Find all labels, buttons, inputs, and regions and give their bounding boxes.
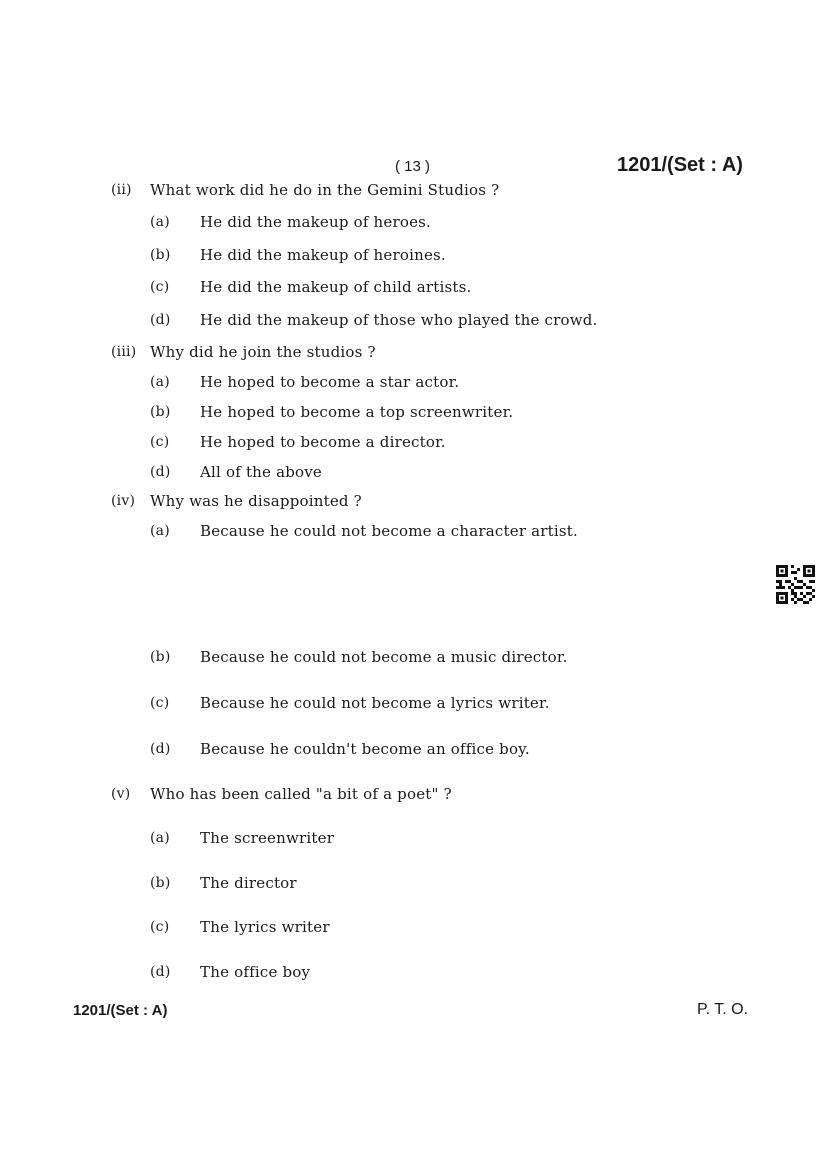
option-text: The director xyxy=(200,874,297,892)
option-text: The office boy xyxy=(200,963,311,981)
footer-set-code: 1201/(Set : A) xyxy=(73,1002,168,1019)
option-label: (c) xyxy=(150,434,170,450)
option-text: He did the makeup of heroines. xyxy=(200,246,446,264)
option-label: (a) xyxy=(150,830,170,846)
option-text: He did the makeup of heroes. xyxy=(200,213,432,231)
option-label: (d) xyxy=(150,964,171,980)
pto-label: P. T. O. xyxy=(697,1001,748,1018)
option-label: (b) xyxy=(150,404,171,420)
option-label: (d) xyxy=(150,312,171,328)
option-label: (a) xyxy=(150,214,170,230)
option-text: All of the above xyxy=(200,463,323,481)
option-text: The screenwriter xyxy=(200,829,335,847)
option-text: He hoped to become a director. xyxy=(200,433,446,451)
option-label: (a) xyxy=(150,523,170,539)
option-text: The lyrics writer xyxy=(200,918,330,936)
option-label: (c) xyxy=(150,695,170,711)
option-text: He did the makeup of those who played the crowd. xyxy=(200,311,598,329)
option-text: Because he could not become a character artist. xyxy=(200,522,578,540)
question-number: (ii) xyxy=(111,182,132,198)
question-text: Who has been called "a bit of a poet" ? xyxy=(150,785,452,803)
option-label: (a) xyxy=(150,374,170,390)
page-number: ( 13 ) xyxy=(395,158,431,175)
question-number: (v) xyxy=(111,786,131,802)
option-text: He hoped to become a top screenwriter. xyxy=(200,403,514,421)
question-text: Why did he join the studios ? xyxy=(150,343,376,361)
option-text: He hoped to become a star actor. xyxy=(200,373,460,391)
option-label: (b) xyxy=(150,247,171,263)
option-label: (d) xyxy=(150,464,171,480)
question-number: (iii) xyxy=(111,344,137,360)
option-label: (c) xyxy=(150,919,170,935)
option-text: Because he could not become a lyrics writer. xyxy=(200,694,550,712)
header-set-code: 1201/(Set : A) xyxy=(617,154,743,176)
question-number: (iv) xyxy=(111,493,136,509)
option-label: (b) xyxy=(150,875,171,891)
qr-code-icon xyxy=(776,565,815,604)
option-text: He did the makeup of child artists. xyxy=(200,278,472,296)
option-label: (c) xyxy=(150,279,170,295)
option-label: (b) xyxy=(150,649,171,665)
option-text: Because he could not become a music director. xyxy=(200,648,568,666)
option-text: Because he couldn't become an office boy. xyxy=(200,740,530,758)
question-text: Why was he disappointed ? xyxy=(150,492,362,510)
question-text: What work did he do in the Gemini Studios ? xyxy=(150,181,500,199)
option-label: (d) xyxy=(150,741,171,757)
